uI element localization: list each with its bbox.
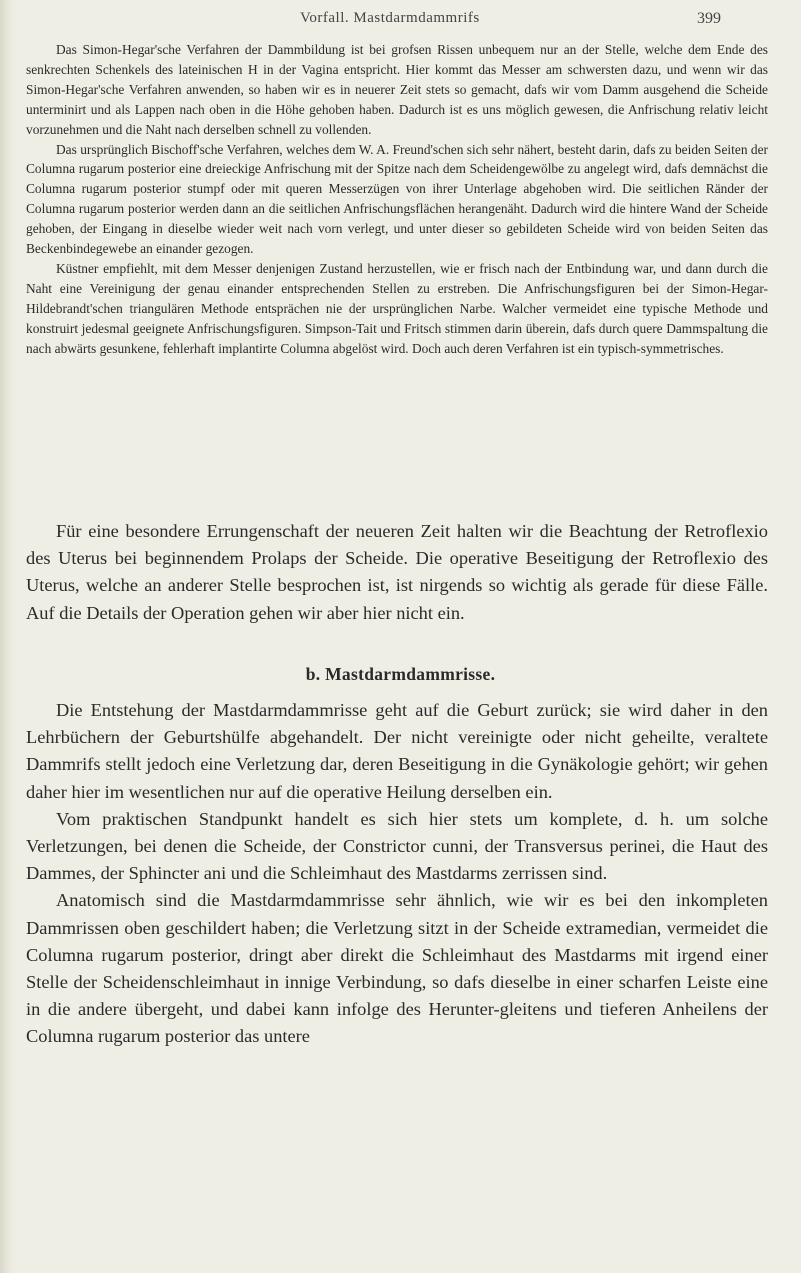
page-number: 399 xyxy=(697,10,721,27)
paragraph-bischoff: Das ursprünglich Bischoff'sche Verfahren, welches dem W. A. Freund'schen sich sehr nähert, besteht darin, dafs zu beiden Seiten der Columna rugarum posterior eine dreieckige Anfrischung mit der Spitze nach dem Scheidengewölbe zu angelegt wird, dafs demnächst die Columna rugarum posterior stumpf oder mit queren Messerzügen von ihrer Unterlage abgehoben wird. Die seitlichen Ränder der Columna rugarum posterior werden dann an die seitlichen Anfrischungsflächen herangenäht. Dadurch wird die hintere Wand der Scheide gehoben, der Eingang in dieselbe wieder weit nach vorn verlegt, und unter dieser so gebildeten Scheide wird von beiden Seiten das Beckenbindegewebe an einander gezogen. xyxy=(26,141,768,257)
large-text-block-1 xyxy=(26,518,768,627)
paragraph-simon-hegar: Das Simon-Hegar'sche Verfahren der Dammbildung ist bei grofsen Rissen unbequem nur an der Stelle, welche dem Ende des senkrechten Schenkels des lateinischen H in der Vagina entspricht. Hier kommt das Messer am schwersten dazu, und wenn wir das Simon-Hegar'sche Verfahren anwenden, so haben wir es in neuerer Zeit stets so gemacht, dafs wir vom Damm ausgehend die Scheide unterminirt und als Lappen nach oben in die Höhe gehoben haben. Dadurch ist es uns möglich gewesen, die Anfrischung relativ leicht vorzunehmen und die Naht nach derselben schnell zu vollenden. xyxy=(26,42,768,137)
section-heading: b. Mastdarmdammrisse. xyxy=(305,664,496,684)
running-head-title: Vorfall. Mastdarmdammrifs xyxy=(300,10,480,26)
large-text-block-2 xyxy=(26,697,768,1051)
paragraph-anatomisch: Anatomisch sind die Mastdarmdammrisse sehr ähnlich, wie wir es bei den inkompleten Dammrissen oben geschildert haben; die Verletzung sitzt in der Scheide extramedian, vermeidet die Columna rugarum posterior, dringt aber direkt die Schleimhaut des Mastdarms mit irgend einer Stelle der Scheidenschleimhaut in innige Verbindung, so dafs dieselbe in einer scharfen Leiste eine in die andere übergeht, und dabei kann infolge des Herunter-gleitens und tieferen Anheilens der Columna rugarum posterior das untere xyxy=(26,890,768,1047)
paragraph-standpunkt: Vom praktischen Standpunkt handelt es sich hier stets um komplete, d. h. um solche Verletzungen, bei denen die Scheide, der Constrictor cunni, der Transversus perinei, die Haut des Dammes, der Sphincter ani und die Schleimhaut des Mastdarms zerrissen sind. xyxy=(26,808,768,884)
paragraph-retroflexio: Für eine besondere Errungenschaft der neueren Zeit halten wir die Beachtung der Retroflexio des Uterus bei beginnendem Prolaps der Scheide. Die operative Beseitigung der Retroflexio des Uterus, welche an anderer Stelle besprochen ist, ist nirgends so wichtig als gerade für diese Fälle. Auf die Details der Operation gehen wir aber hier nicht ein. xyxy=(26,521,768,623)
paragraph-entstehung: Die Entstehung der Mastdarmdammrisse geht auf die Geburt zurück; sie wird daher in den Lehrbüchern der Geburtshülfe abgehandelt. Der nicht vereinigte oder nicht geheilte, veraltete Dammrifs stellt jedoch eine Verletzung dar, deren Beseitigung in die Gynäkologie gehört; wir gehen daher hier im wesentlichen nur auf die operative Heilung derselben ein. xyxy=(26,700,768,802)
running-head xyxy=(0,10,801,34)
small-text-block xyxy=(26,40,768,359)
paragraph-kuestner: Küstner empfiehlt, mit dem Messer denjenigen Zustand herzustellen, wie er frisch nach der Entbindung war, und dann durch die Naht eine Vereinigung der genau einander entsprechenden Stellen zu erstreben. Die Anfrischungsfiguren bei der Simon-Hegar-Hildebrandt'schen triangulären Methode entsprächen nie der ursprünglichen Narbe. Walcher vermeidet eine typische Methode und konstruirt jedesmal geeignete Anfrischungsfiguren. Simpson-Tait und Fritsch stimmen darin überein, dafs durch quere Dammspaltung die nach abwärts gesunkene, fehlerhaft implantirte Columna abgelöst wird. Doch auch deren Verfahren ist ein typisch-symmetrisches. xyxy=(26,260,768,356)
